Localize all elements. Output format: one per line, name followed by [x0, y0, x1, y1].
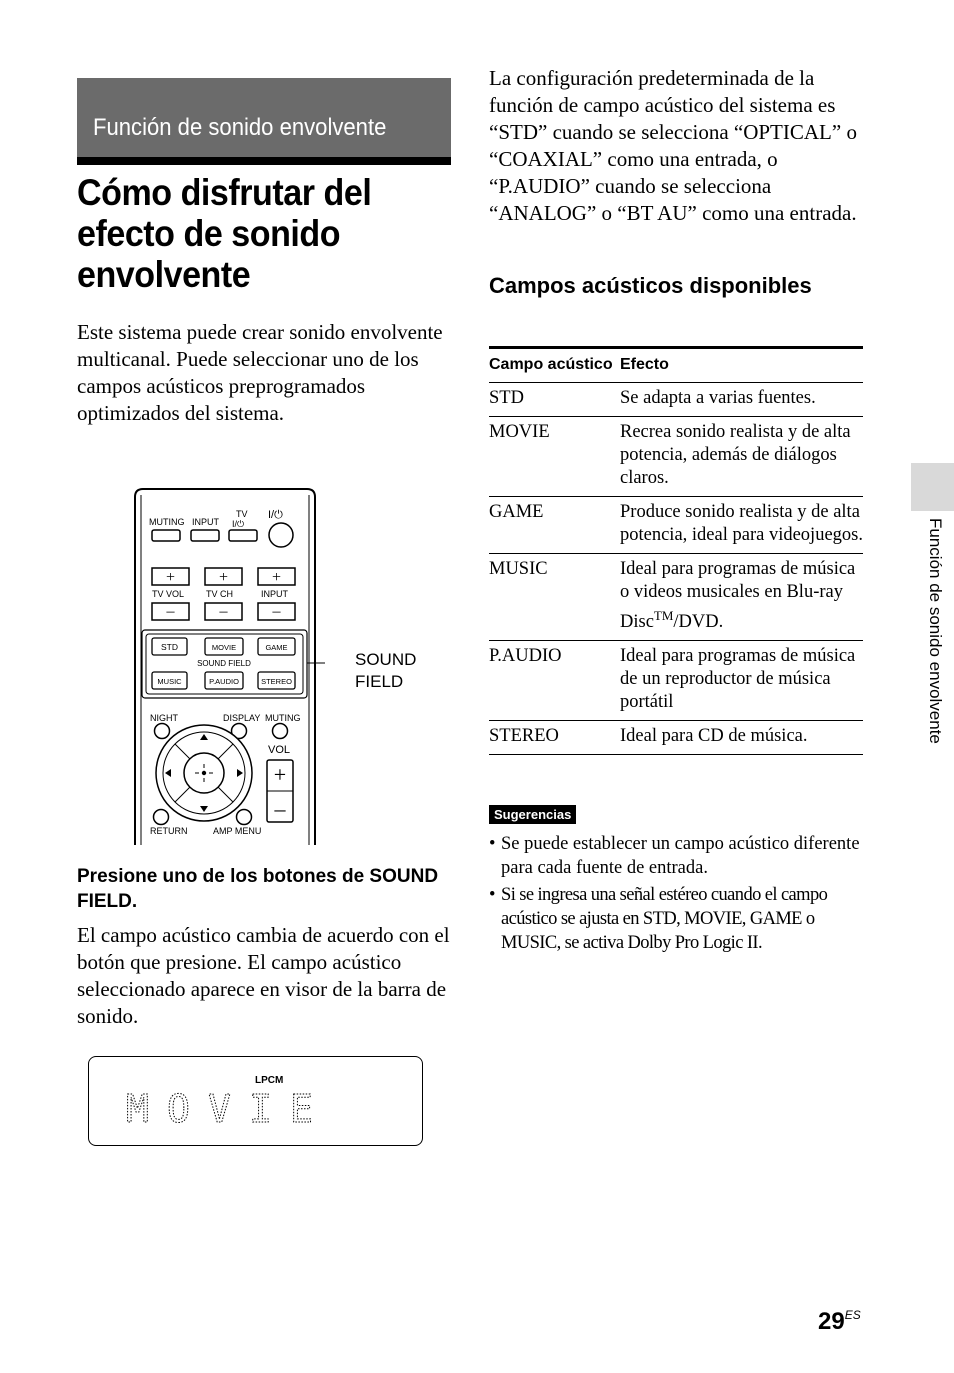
table-row: [489, 641, 863, 721]
night-button[interactable]: [155, 724, 170, 739]
field-effect: Ideal para programas de música de un reproductor de música portátil: [620, 646, 856, 713]
field-name: GAME: [489, 502, 544, 522]
amp-menu-button[interactable]: [237, 810, 252, 825]
field-effect: Produce sonido realista y de alta potencia, ideal para videojuegos.: [620, 502, 863, 545]
section-header: [77, 78, 451, 165]
plus-icon: +: [165, 569, 176, 586]
effect-text-suffix: /DVD.: [673, 612, 724, 633]
display-segment-text: [126, 1090, 336, 1130]
intro-paragraph: Este sistema puede crear sonido envolvente multicanal. Puede seleccionar uno de los campos acústicos preprogramados optimizados del sistema.: [77, 320, 443, 425]
display-text: MOVIE: [126, 1090, 331, 1130]
field-name: P.AUDIO: [489, 646, 562, 667]
page-number: $29^{ES}$: [818, 1308, 861, 1335]
table-header-row: [489, 348, 863, 383]
table-row: [489, 417, 863, 497]
remote-label-input2: INPUT: [261, 589, 288, 599]
column-header-field: Campo acústico: [489, 356, 613, 373]
field-effect: [620, 554, 863, 641]
default-setting-paragraph: La configuración predeterminada de la función de campo acústico del sistema es “STD” cuando se selecciona “OPTICAL” o “COAXIAL” como una entrada, o “P.AUDIO” cuando se selecciona “ANALOG” o “BT AU” como una entrada.: [489, 66, 857, 225]
field-effect: Se adapta a varias fuentes.: [620, 388, 816, 408]
stereo-button-label: STEREO: [261, 677, 292, 686]
page-title: Cómo disfrutar del efecto de sonido envolvente: [77, 172, 372, 295]
movie-button-label: MOVIE: [211, 643, 237, 652]
power-button[interactable]: [269, 523, 293, 547]
remote-label-input: INPUT: [192, 517, 219, 527]
field-name: STD: [489, 388, 524, 408]
game-button-label: GAME: [265, 643, 288, 652]
muting2-button[interactable]: [273, 724, 288, 739]
column-header-effect: Efecto: [620, 356, 669, 373]
remote-label-tv-vol: TV VOL: [152, 589, 185, 599]
minus-icon: –: [166, 603, 175, 620]
fields-heading: Campos acústicos disponibles: [489, 273, 812, 298]
remote-label-display: DISPLAY: [223, 713, 261, 723]
plus-icon: +: [271, 569, 282, 586]
chapter-tab: [911, 463, 954, 511]
vol-rocker[interactable]: [267, 760, 293, 822]
tips-list: [489, 832, 869, 958]
remote-label-muting: MUTING: [149, 517, 185, 527]
dpad[interactable]: [156, 725, 252, 821]
remote-control-illustration: [125, 485, 325, 845]
paudio-button-label: P.AUDIO: [209, 677, 239, 686]
page-language-suffix: ES: [844, 1308, 861, 1322]
remote-label-vol: VOL: [268, 744, 291, 756]
section-title: Función de sonido envolvente: [93, 114, 387, 141]
list-item: • Se puede establecer un campo acústico diferente para cada fuente de entrada.: [489, 832, 869, 880]
table-row: [489, 383, 863, 417]
remote-label-muting2: MUTING: [265, 713, 301, 723]
instruction-heading: Presione uno de los botones de SOUND FIELD.: [77, 866, 439, 912]
field-name: MOVIE: [489, 422, 550, 442]
minus-icon: –: [274, 796, 286, 821]
trademark-mark: TM: [653, 608, 674, 623]
sound-field-label: SOUND FIELD: [197, 659, 251, 668]
remote-label-night: NIGHT: [150, 713, 178, 723]
table-row: [489, 721, 863, 755]
chapter-tab-label: Función de sonido envolvente: [926, 518, 945, 744]
remote-label-tv-power: I/⏻: [232, 519, 245, 529]
field-name: STEREO: [489, 726, 559, 747]
input-button[interactable]: [191, 530, 219, 541]
remote-label-power: I/⏻: [268, 509, 283, 521]
instruction-body: El campo acústico cambia de acuerdo con el botón que presione. El campo acústico seleccionado aparece en visor de la barra de sonido.: [77, 923, 450, 1028]
remote-label-tv-ch: TV CH: [206, 589, 233, 599]
remote-label-return: RETURN: [150, 826, 188, 836]
muting-button[interactable]: [152, 530, 180, 541]
list-item: • Si se ingresa una señal estéreo cuando el campo acústico se ajusta en STD, MOVIE, GAME o MUSIC, se activa Dolby Pro Logic II.: [489, 883, 869, 955]
sound-field-callout: SOUND FIELD: [355, 650, 417, 691]
lpcm-indicator: LPCM: [255, 1075, 284, 1086]
remote-label-amp-menu: AMP MENU: [213, 826, 262, 836]
plus-icon: +: [273, 762, 287, 787]
effect-text: Ideal para programas de música o videos musicales en Blu-ray Disc: [620, 559, 856, 633]
tv-power-button[interactable]: [229, 530, 257, 541]
minus-icon: –: [272, 603, 281, 620]
remote-label-tv: TV: [236, 509, 248, 519]
table-row: [489, 554, 863, 641]
sound-fields-table: [489, 346, 863, 755]
minus-icon: –: [219, 603, 228, 620]
plus-icon: +: [218, 569, 229, 586]
std-button-label: STD: [161, 642, 178, 652]
field-name: MUSIC: [489, 559, 548, 579]
music-button-label: MUSIC: [157, 677, 182, 686]
table-row: [489, 497, 863, 554]
field-effect: Ideal para CD de música.: [620, 726, 808, 747]
field-effect: Recrea sonido realista y de alta potencia, además de diálogos claros.: [620, 422, 851, 488]
tips-label: Sugerencias: [489, 805, 576, 824]
return-button[interactable]: [154, 810, 169, 825]
